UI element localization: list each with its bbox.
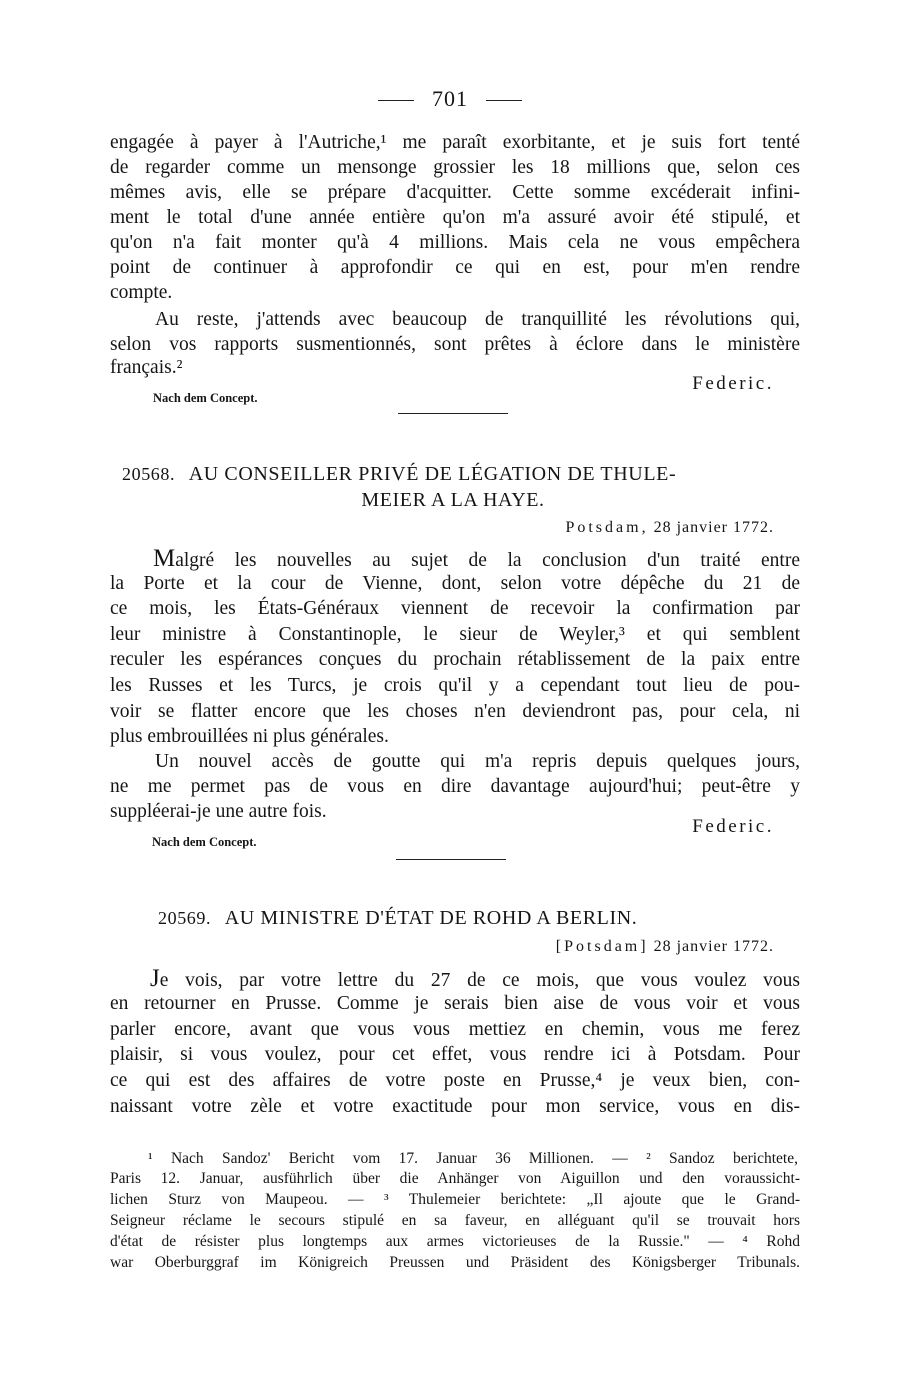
initial-letter: J [150, 965, 160, 992]
page-number: 701 [432, 86, 468, 111]
text-line: mêmes avis, elle se prépare d'acquitter. Cette somme excéderait infini- [110, 182, 800, 203]
letter-number: 20569. [158, 908, 212, 928]
signature: Federic. [692, 816, 774, 837]
letter-heading-line2: MEIER A LA HAYE. [361, 489, 545, 511]
text-line: ment le total d'une année entière qu'on m'a assuré avoir été stipulé, et [110, 207, 800, 228]
text-line: Au reste, j'attends avec beaucoup de tranquillité les révolutions qui, [155, 309, 800, 330]
text-line: algré les nouvelles au sujet de la conclusion d'un traité entre [175, 550, 800, 571]
footnote-line: Seigneur réclame le secours stipulé en sa faveur, en alléguant qu'il se trouvait hors [110, 1212, 800, 1229]
letter-date [565, 519, 774, 537]
text-line: selon vos rapports susmentionnés, sont prêtes à éclore dans le ministère [110, 334, 800, 355]
text-line: naissant votre zèle et votre exactitude pour mon service, vous en dis- [110, 1096, 800, 1117]
section-divider [396, 859, 506, 860]
text-line: parler encore, avant que vous vous mettiez en chemin, vous me ferez [110, 1019, 800, 1040]
section-divider [398, 413, 508, 414]
text-line: la Porte et la cour de Vienne, dont, selon votre dépêche du 21 de [110, 573, 800, 594]
letter-place: Potsdam, [565, 519, 649, 536]
letter-heading-text: AU MINISTRE D'ÉTAT DE ROHD A BERLIN. [224, 907, 638, 929]
letter-heading [110, 463, 800, 486]
letter-date-text: 28 janvier 1772. [653, 938, 774, 955]
text-line: ce qui est des affaires de votre poste en Prusse,⁴ je veux bien, con- [110, 1070, 800, 1091]
letter-number: 20568. [122, 464, 176, 484]
page-number-header [0, 86, 900, 112]
letter-heading [110, 907, 800, 930]
text-line: en retourner en Prusse. Comme je serais bien aise de vous voir et vous [110, 993, 800, 1014]
source-note: Nach dem Concept. [153, 391, 258, 405]
text-line-first [150, 965, 800, 993]
footnote-line: war Oberburggraf im Königreich Preussen und Präsident des Königsberger Tribunals. [110, 1254, 800, 1271]
letter-heading-line1: AU CONSEILLER PRIVÉ DE LÉGATION DE THULE- [188, 463, 677, 485]
text-line: engagée à payer à l'Autriche,¹ me paraît exorbitante, et je suis fort tenté [110, 132, 800, 153]
letter-place: [Potsdam] [555, 938, 649, 955]
initial-letter: M [153, 545, 176, 572]
text-line: ne me permet pas de vous en dire davantage aujourd'hui; peut-être y [110, 776, 800, 797]
signature: Federic. [692, 373, 774, 394]
text-line: leur ministre à Constantinople, le sieur de Weyler,³ et qui semblent [110, 624, 800, 645]
text-line: ce mois, les États-Généraux viennent de recevoir la confirmation par [110, 598, 800, 619]
letter-date [556, 938, 774, 956]
text-line: point de continuer à approfondir ce qui en est, pour m'en rendre [110, 257, 800, 278]
footnote-line: lichen Sturz von Maupeou. — ³ Thulemeier berichtete: „Il ajoute que le Grand- [110, 1191, 800, 1208]
header-rule-left [378, 100, 414, 101]
text-line: Un nouvel accès de goutte qui m'a repris depuis quelques jours, [155, 751, 800, 772]
text-line: plaisir, si vous voulez, pour cet effet, vous rendre ici à Potsdam. Pour [110, 1044, 800, 1065]
text-line: e vois, par votre lettre du 27 de ce mois, que vous voulez vous [159, 970, 800, 991]
text-line: français.² [110, 357, 183, 378]
footnote-line: Paris 12. Januar, ausführlich über die Anhänger von Aiguillon und den voraussicht- [110, 1170, 800, 1187]
text-line: plus embrouillées ni plus générales. [110, 726, 389, 747]
text-line: suppléerai-je une autre fois. [110, 801, 327, 822]
text-line: qu'on n'a fait monter qu'à 4 millions. Mais cela ne vous empêchera [110, 232, 800, 253]
letter-date-text: 28 janvier 1772. [653, 519, 774, 536]
source-note: Nach dem Concept. [152, 835, 257, 849]
header-rule-right [486, 100, 522, 101]
text-line: les Russes et les Turcs, je crois qu'il y a cependant tout lieu de pou- [110, 675, 800, 696]
text-line: voir se flatter encore que les choses n'en deviendront pas, pour cela, ni [110, 701, 800, 722]
footnote-line: d'état de résister plus longtemps aux armes victorieuses de la Russie." — ⁴ Rohd [110, 1233, 800, 1250]
text-line: reculer les espérances conçues du prochain rétablissement de la paix entre [110, 649, 800, 670]
text-line: de regarder comme un mensonge grossier les 18 millions que, selon ces [110, 157, 800, 178]
footnote-line: ¹ Nach Sandoz' Bericht vom 17. Januar 36 Millionen. — ² Sandoz berichtete, [148, 1150, 798, 1167]
text-line: compte. [110, 282, 173, 303]
text-line-first [153, 545, 800, 573]
